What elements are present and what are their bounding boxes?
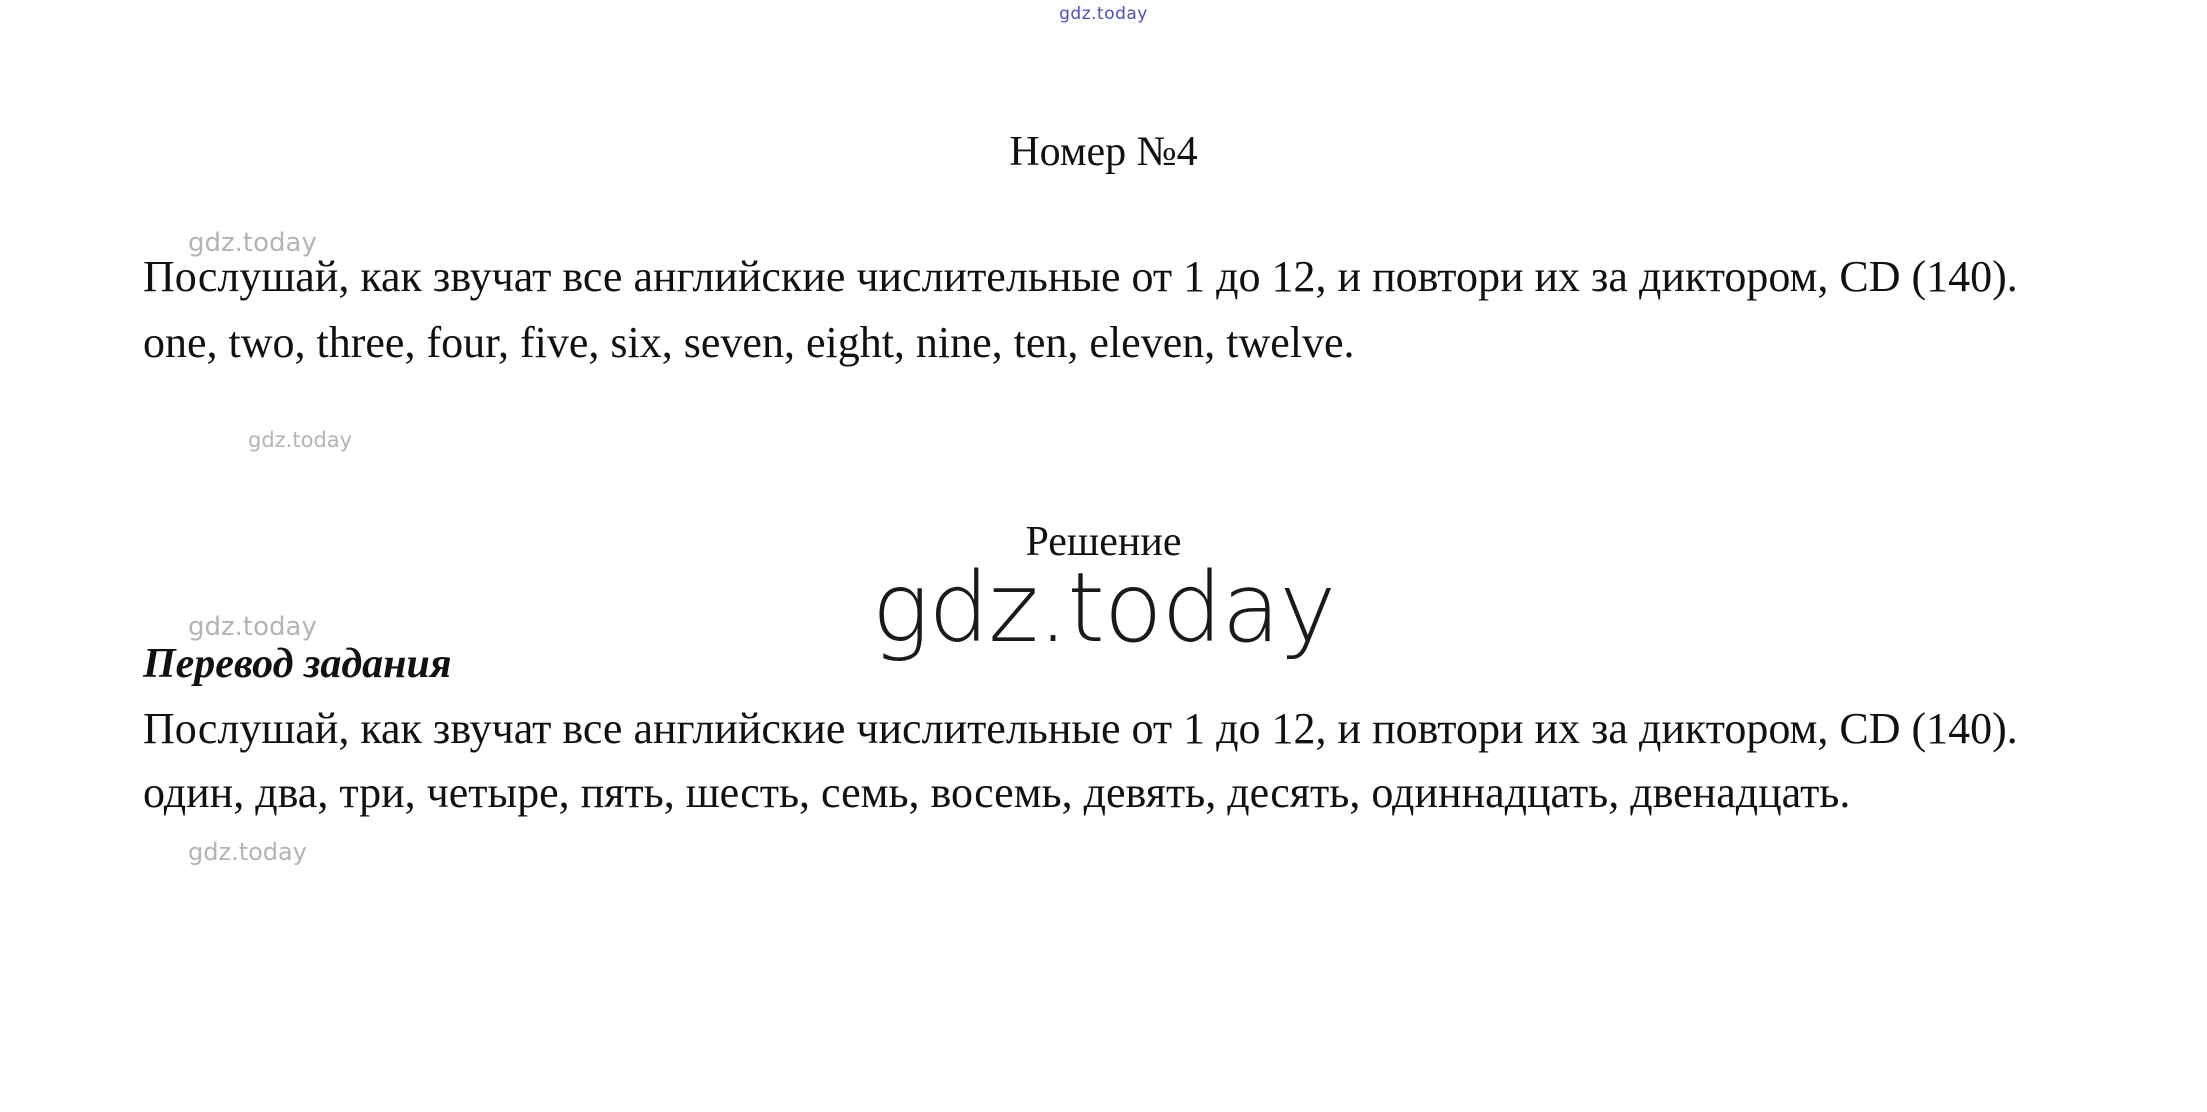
task-answer: one, two, three, four, five, six, seven, eight, nine, ten, eleven, twelve. (143, 317, 1355, 367)
solution-heading: Решение (1025, 519, 1182, 565)
watermark-small-1: gdz.today (188, 228, 317, 258)
translation-block (143, 702, 2063, 819)
brand-watermark: gdz.today (871, 552, 1336, 664)
top-watermark: gdz.today (1059, 4, 1148, 24)
translation-answer: один, два, три, четыре, пять, шесть, семь, восемь, девять, десять, одиннадцать, двенадцать. (143, 767, 1851, 817)
task-instruction: Послушай, как звучат все английские числительные от 1 до 12, и повтори их за диктором, CD (140). (143, 252, 2018, 301)
task-block (143, 250, 2063, 369)
watermark-small-4: gdz.today (188, 838, 307, 866)
watermark-small-3: gdz.today (188, 612, 317, 642)
translation-instruction: Послушай, как звучат все английские числительные от 1 до 12, и повтори их за диктором, CD (140). (143, 704, 2018, 753)
page-title: Номер №4 (1009, 129, 1198, 175)
translation-heading: Перевод задания (143, 641, 452, 687)
watermark-small-2: gdz.today (248, 428, 353, 452)
